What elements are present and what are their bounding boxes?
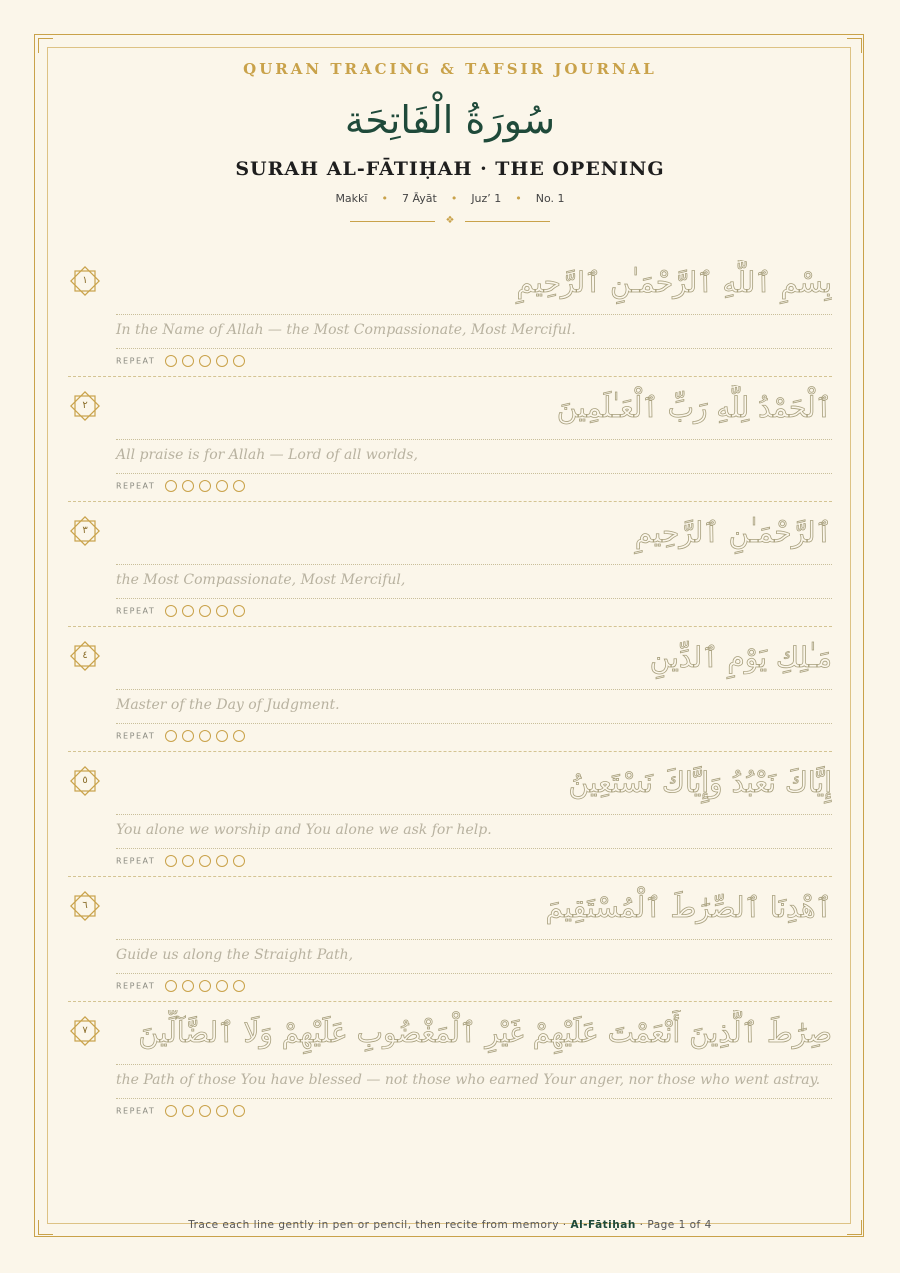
repeat-checkbox[interactable] [216, 605, 228, 617]
ayah-separator [68, 376, 832, 377]
arabic-tracing-text[interactable]: صِرَٰطَ ٱلَّذِينَ أَنْعَمْتَ عَلَيْهِمْ غَيْرِ ٱلْمَغْضُوبِ عَلَيْهِمْ وَلَا ٱلضَّآلِّينَ [138, 1016, 832, 1049]
repeat-label: REPEAT [116, 481, 156, 491]
repeat-label: REPEAT [116, 356, 156, 366]
tracing-guideline [116, 723, 832, 724]
ayah-number-badge [68, 389, 102, 423]
ayah-number: ٣ [82, 525, 88, 536]
repeat-checkbox[interactable] [165, 855, 177, 867]
footer-page: · Page 1 of 4 [635, 1219, 712, 1231]
meta-dot: • [515, 192, 522, 205]
repeat-checkbox[interactable] [216, 980, 228, 992]
meta-revelation: Makkī [335, 192, 368, 205]
tracing-guideline [116, 348, 832, 349]
repeat-checkbox[interactable] [165, 605, 177, 617]
arabic-tracing-text[interactable]: إِيَّاكَ نَعْبُدُ وَإِيَّاكَ نَسْتَعِينُ [568, 766, 832, 799]
tracing-guideline [116, 689, 832, 690]
repeat-checkbox[interactable] [216, 730, 228, 742]
translation-text[interactable]: the Most Compassionate, Most Merciful, [116, 572, 406, 588]
repeat-checkbox[interactable] [199, 355, 211, 367]
diamond-icon: ❖ [445, 215, 455, 226]
repeat-checkbox[interactable] [165, 480, 177, 492]
repeat-checkbox[interactable] [216, 1105, 228, 1117]
ayah-number-badge [68, 514, 102, 548]
repeat-checkbox[interactable] [233, 980, 245, 992]
translation-text[interactable]: Guide us along the Straight Path, [116, 947, 354, 963]
tracing-guideline [116, 439, 832, 440]
repeat-tracker [116, 979, 250, 993]
corner-ornament [38, 38, 53, 53]
repeat-checkbox[interactable] [165, 355, 177, 367]
tracing-guideline [116, 848, 832, 849]
repeat-checkbox[interactable] [199, 980, 211, 992]
footer [0, 1219, 900, 1231]
tracing-guideline [116, 598, 832, 599]
repeat-checkbox[interactable] [182, 605, 194, 617]
ayah-number: ٦ [82, 900, 88, 911]
repeat-checkbox[interactable] [233, 855, 245, 867]
ayah-number-badge [68, 889, 102, 923]
repeat-checkbox[interactable] [182, 1105, 194, 1117]
repeat-checkbox[interactable] [182, 355, 194, 367]
title-divider [350, 215, 550, 227]
repeat-label: REPEAT [116, 1106, 156, 1116]
repeat-checkbox[interactable] [199, 605, 211, 617]
ayah-separator [68, 1001, 832, 1002]
repeat-label: REPEAT [116, 981, 156, 991]
repeat-checkbox[interactable] [165, 980, 177, 992]
repeat-checkbox[interactable] [216, 480, 228, 492]
translation-text[interactable]: Master of the Day of Judgment. [116, 697, 340, 713]
tracing-guideline [116, 1098, 832, 1099]
repeat-checkbox[interactable] [233, 480, 245, 492]
ayah-separator [68, 751, 832, 752]
repeat-checkbox[interactable] [216, 855, 228, 867]
ayah-separator [68, 626, 832, 627]
meta-ayat-count: 7 Āyāt [401, 192, 437, 205]
repeat-label: REPEAT [116, 731, 156, 741]
ayah-number: ١ [82, 275, 88, 286]
tracing-guideline [116, 564, 832, 565]
arabic-tracing-text[interactable]: بِسْمِ ٱللَّهِ ٱلرَّحْمَـٰنِ ٱلرَّحِيمِ [516, 266, 832, 299]
tracing-guideline [116, 939, 832, 940]
arabic-surah-title: سُورَةُ الْفَاتِحَة [344, 98, 556, 142]
ayah-number: ٧ [82, 1025, 88, 1036]
ayah-number-badge [68, 1014, 102, 1048]
repeat-checkbox[interactable] [182, 980, 194, 992]
meta-dot: • [450, 192, 458, 205]
arabic-tracing-text[interactable]: ٱلْحَمْدُ لِلَّهِ رَبِّ ٱلْعَـٰلَمِينَ [556, 391, 832, 424]
footer-surah: Al-Fātiḥah [570, 1219, 636, 1231]
tracing-guideline [116, 973, 832, 974]
translation-text[interactable]: All praise is for Allah — Lord of all worlds, [116, 447, 418, 463]
ayah-number: ٢ [82, 400, 88, 411]
ayah-number: ٤ [82, 650, 88, 661]
repeat-checkbox[interactable] [233, 355, 245, 367]
ayah-number-badge [68, 639, 102, 673]
repeat-tracker [116, 479, 250, 493]
corner-ornament [847, 38, 862, 53]
repeat-tracker [116, 354, 250, 368]
arabic-tracing-text[interactable]: ٱهْدِنَا ٱلصِّرَٰطَ ٱلْمُسْتَقِيمَ [545, 891, 832, 924]
journal-title: QURAN TRACING & TAFSIR JOURNAL [243, 60, 657, 78]
repeat-checkbox[interactable] [199, 1105, 211, 1117]
arabic-tracing-text[interactable]: مَـٰلِكِ يَوْمِ ٱلدِّينِ [649, 641, 832, 674]
tracing-guideline [116, 1064, 832, 1065]
repeat-checkbox[interactable] [199, 730, 211, 742]
repeat-checkbox[interactable] [233, 1105, 245, 1117]
repeat-checkbox[interactable] [199, 480, 211, 492]
repeat-checkbox[interactable] [182, 480, 194, 492]
repeat-checkbox[interactable] [165, 730, 177, 742]
repeat-tracker [116, 1104, 250, 1118]
ayah-number-badge [68, 764, 102, 798]
ayah-separator [68, 876, 832, 877]
repeat-label: REPEAT [116, 856, 156, 866]
repeat-checkbox[interactable] [233, 605, 245, 617]
tracing-guideline [116, 814, 832, 815]
meta-juz: Juz’ 1 [471, 192, 502, 205]
tracing-guideline [116, 314, 832, 315]
arabic-tracing-text[interactable]: ٱلرَّحْمَـٰنِ ٱلرَّحِيمِ [634, 516, 832, 549]
repeat-tracker [116, 604, 250, 618]
repeat-checkbox[interactable] [182, 730, 194, 742]
repeat-checkbox[interactable] [182, 855, 194, 867]
repeat-label: REPEAT [116, 606, 156, 616]
repeat-tracker [116, 854, 250, 868]
footer-instruction: Trace each line gently in pen or pencil, then recite from memory · [188, 1219, 571, 1231]
surah-meta [0, 192, 900, 205]
ayah-number-badge [68, 264, 102, 298]
ayah-number: ٥ [82, 775, 88, 786]
ayah-separator [68, 501, 832, 502]
repeat-tracker [116, 729, 250, 743]
repeat-checkbox[interactable] [165, 1105, 177, 1117]
meta-number: No. 1 [535, 192, 565, 205]
meta-dot: • [381, 192, 388, 205]
surah-name: SURAH AL-FĀTIḤAH · THE OPENING [235, 158, 665, 180]
tracing-guideline [116, 473, 832, 474]
repeat-checkbox[interactable] [199, 855, 211, 867]
repeat-checkbox[interactable] [216, 355, 228, 367]
translation-text[interactable]: You alone we worship and You alone we ask for help. [116, 822, 492, 838]
translation-text[interactable]: the Path of those You have blessed — not those who earned Your anger, nor those who went astray. [116, 1072, 821, 1088]
translation-text[interactable]: In the Name of Allah — the Most Compassionate, Most Merciful. [116, 322, 576, 338]
repeat-checkbox[interactable] [233, 730, 245, 742]
